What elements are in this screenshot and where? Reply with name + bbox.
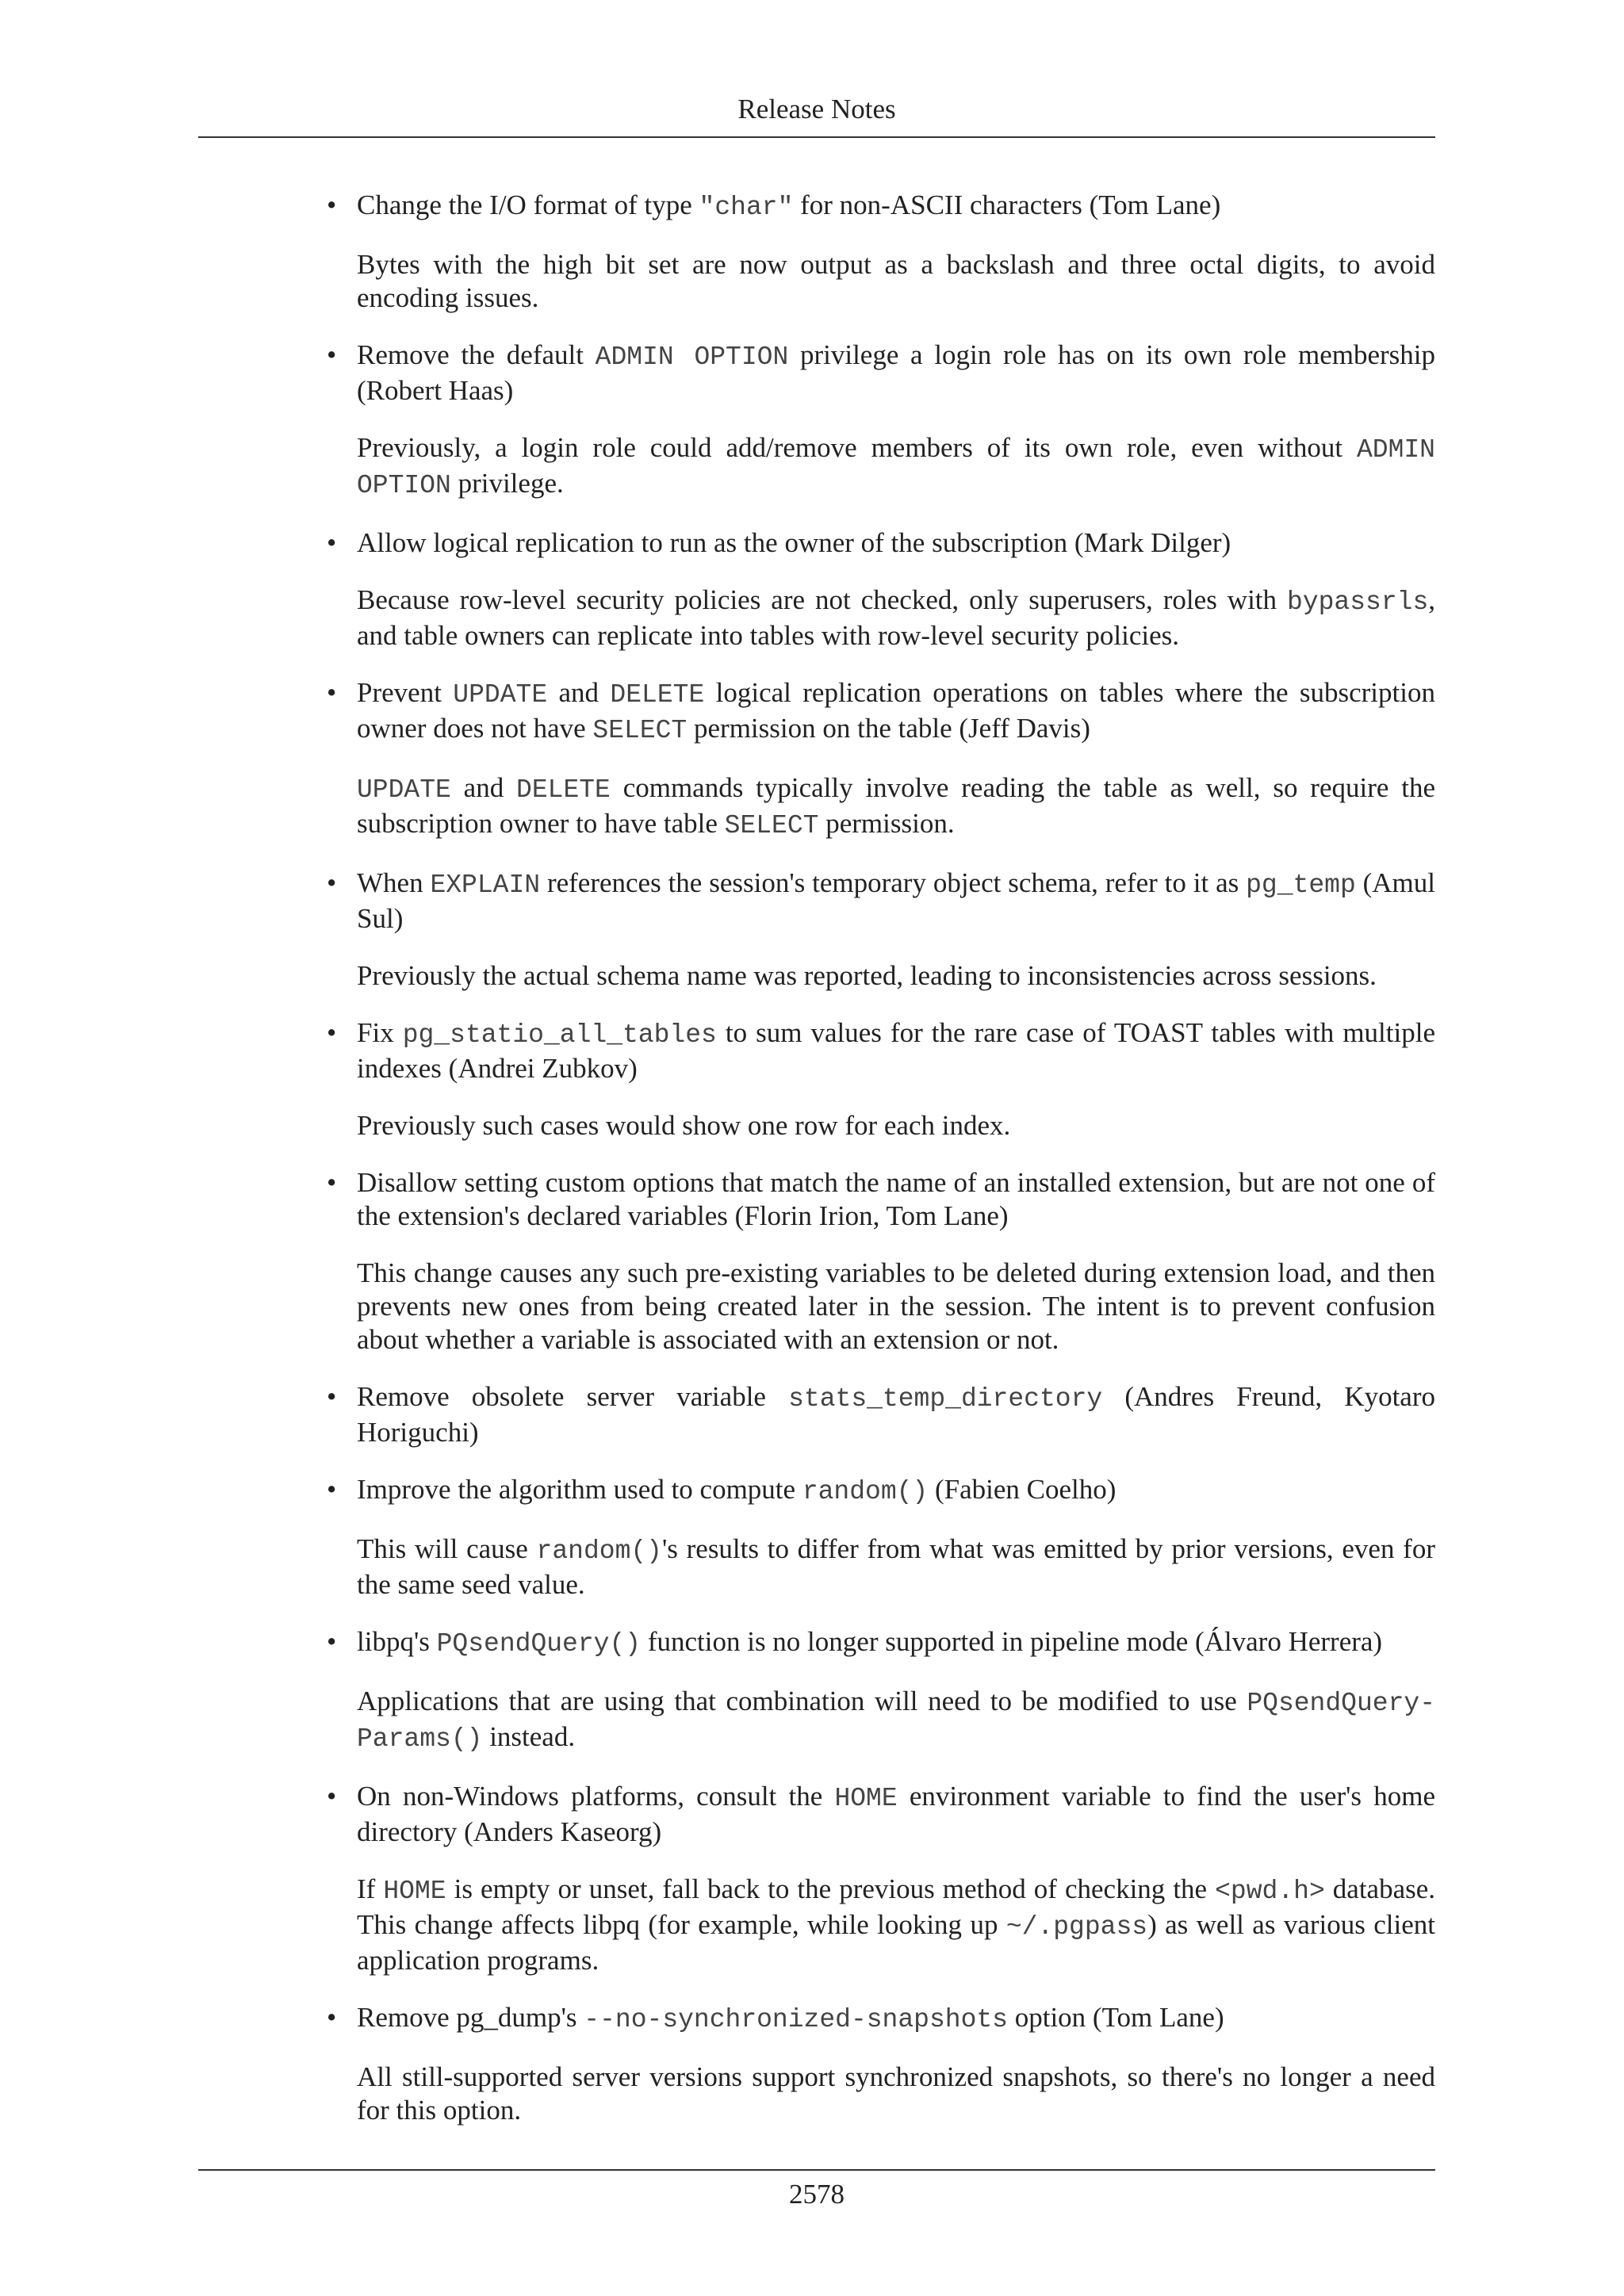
inline-code: pg_temp — [1246, 871, 1356, 900]
inline-code: pg_statio_all_tables — [402, 1020, 717, 1050]
release-note-summary: Improve the algorithm used to compute random() (Fabien Coelho) — [357, 1474, 1116, 1506]
header-rule — [198, 136, 1435, 138]
bullet-icon: • — [327, 1474, 337, 1505]
inline-code: PQsendQueryParams() — [357, 1689, 1435, 1754]
release-note-summary: Prevent UPDATE and DELETE logical replication operations on tables where the subscription owner does not have SELECT permission on the table (Jeff Davis) — [357, 677, 1435, 745]
release-note-summary: When EXPLAIN references the session's temporary object schema, refer to it as pg_temp (Amul Sul) — [357, 867, 1435, 934]
release-note-summary: Allow logical replication to run as the owner of the subscription (Mark Dilger) — [357, 527, 1231, 558]
bullet-icon: • — [327, 2002, 337, 2033]
release-note-summary: Fix pg_statio_all_tables to sum values for the rare case of TOAST tables with multiple indexes (Andrei Zubkov) — [357, 1017, 1435, 1084]
release-note-item — [327, 676, 1435, 843]
release-note-summary: Remove pg_dump's --no-synchronized-snapshots option (Tom Lane) — [357, 2002, 1224, 2034]
inline-code: HOME — [834, 1784, 898, 1813]
release-note-item — [327, 867, 1435, 993]
release-note-detail: This change causes any such pre-existing variables to be deleted during extension load, and then prevents new ones from being created later in the session. The intent is to prevent confusion about whether a variable is associated with an extension or not. — [357, 1257, 1435, 1355]
inline-code: EXPLAIN — [430, 871, 541, 900]
bullet-icon: • — [327, 1167, 337, 1198]
release-note-detail: Applications that are using that combination will need to be modified to use PQsendQueryParams() instead. — [357, 1686, 1435, 1754]
page-number: 2578 — [789, 2179, 845, 2210]
release-note-item — [327, 526, 1435, 652]
release-note-detail: Because row-level security policies are not checked, only superusers, roles with bypassrls, and table owners can replicate into tables with row-level security policies. — [357, 584, 1435, 651]
bullet-icon: • — [327, 867, 337, 898]
inline-code: random() — [536, 1536, 662, 1566]
release-note-item — [327, 1380, 1435, 1449]
bullet-icon: • — [327, 677, 337, 708]
release-note-summary: Change the I/O format of type "char" for non-ASCII characters (Tom Lane) — [357, 189, 1221, 222]
release-note-summary: On non-Windows platforms, consult the HOME environment variable to find the user's home directory (Anders Kaseorg) — [357, 1781, 1436, 1847]
inline-code: UPDATE — [453, 680, 548, 710]
release-note-detail: Previously such cases would show one row for each index. — [357, 1110, 1011, 1141]
release-note-summary: libpq's PQsendQuery() function is no longer supported in pipeline mode (Álvaro Herrera) — [357, 1626, 1383, 1659]
release-note-detail: Previously, a login role could add/remove members of its own role, even without ADMIN OPTION privilege. — [357, 432, 1435, 500]
inline-code: "char" — [699, 193, 794, 222]
inline-code: <pwd.h> — [1215, 1877, 1325, 1906]
inline-code: ADMIN OPTION — [357, 435, 1435, 500]
bullet-icon: • — [327, 189, 337, 220]
bullet-icon: • — [327, 1626, 337, 1657]
release-note-detail: If HOME is empty or unset, fall back to the previous method of checking the <pwd.h> database. This change affects libpq (for example, while looking up ~/.pgpass) as well as various client application programs. — [357, 1873, 1436, 1976]
release-note-detail: Previously the actual schema name was reported, leading to inconsistencies across sessions. — [357, 960, 1377, 991]
inline-code: ~/.pgpass — [1005, 1912, 1148, 1942]
page-header-title: Release Notes — [737, 94, 896, 124]
release-note-item — [327, 189, 1435, 315]
release-note-detail: UPDATE and DELETE commands typically involve reading the table as well, so require the subscription owner to have table SELECT permission. — [357, 772, 1435, 840]
inline-code: SELECT — [592, 716, 688, 745]
inline-code: --no-synchronized-snapshots — [584, 2005, 1008, 2034]
inline-code: DELETE — [516, 775, 611, 805]
release-notes-list — [327, 189, 1436, 2151]
release-note-summary: Remove the default ADMIN OPTION privilege a login role has on its own role membership (Robert Haas) — [357, 339, 1435, 406]
inline-code: ADMIN OPTION — [595, 342, 789, 372]
release-note-detail: All still-supported server versions support synchronized snapshots, so there's no longer a need for this option. — [357, 2061, 1435, 2126]
inline-code: stats_temp_directory — [788, 1384, 1103, 1414]
bullet-icon: • — [327, 1381, 337, 1412]
bullet-icon: • — [327, 339, 337, 370]
inline-code: PQsendQuery() — [436, 1629, 642, 1659]
inline-code: SELECT — [724, 811, 819, 840]
inline-code: bypassrls — [1287, 587, 1429, 617]
inline-code: UPDATE — [357, 775, 451, 805]
release-note-item — [327, 1625, 1435, 1756]
release-note-item — [327, 339, 1435, 503]
release-note-detail: Bytes with the high bit set are now output as a backslash and three octal digits, to avoid encoding issues. — [357, 249, 1435, 313]
release-note-item — [327, 1780, 1436, 1977]
bullet-icon: • — [327, 1781, 337, 1812]
inline-code: random() — [802, 1477, 929, 1506]
release-note-item — [327, 2001, 1435, 2127]
release-note-summary: Remove obsolete server variable stats_temp_directory (Andres Freund, Kyotaro Horiguchi) — [357, 1381, 1435, 1448]
inline-code: HOME — [383, 1877, 446, 1906]
release-note-item — [327, 1473, 1435, 1601]
bullet-icon: • — [327, 527, 337, 558]
footer-rule — [198, 2169, 1435, 2171]
bullet-icon: • — [327, 1017, 337, 1048]
release-note-detail: This will cause random()'s results to differ from what was emitted by prior versions, even for the same seed value. — [357, 1533, 1435, 1600]
inline-code: DELETE — [610, 680, 705, 710]
release-note-summary: Disallow setting custom options that match the name of an installed extension, but are not one of the extension's declared variables (Florin Irion, Tom Lane) — [357, 1167, 1435, 1231]
release-note-item — [327, 1016, 1435, 1142]
release-note-item — [327, 1166, 1435, 1357]
